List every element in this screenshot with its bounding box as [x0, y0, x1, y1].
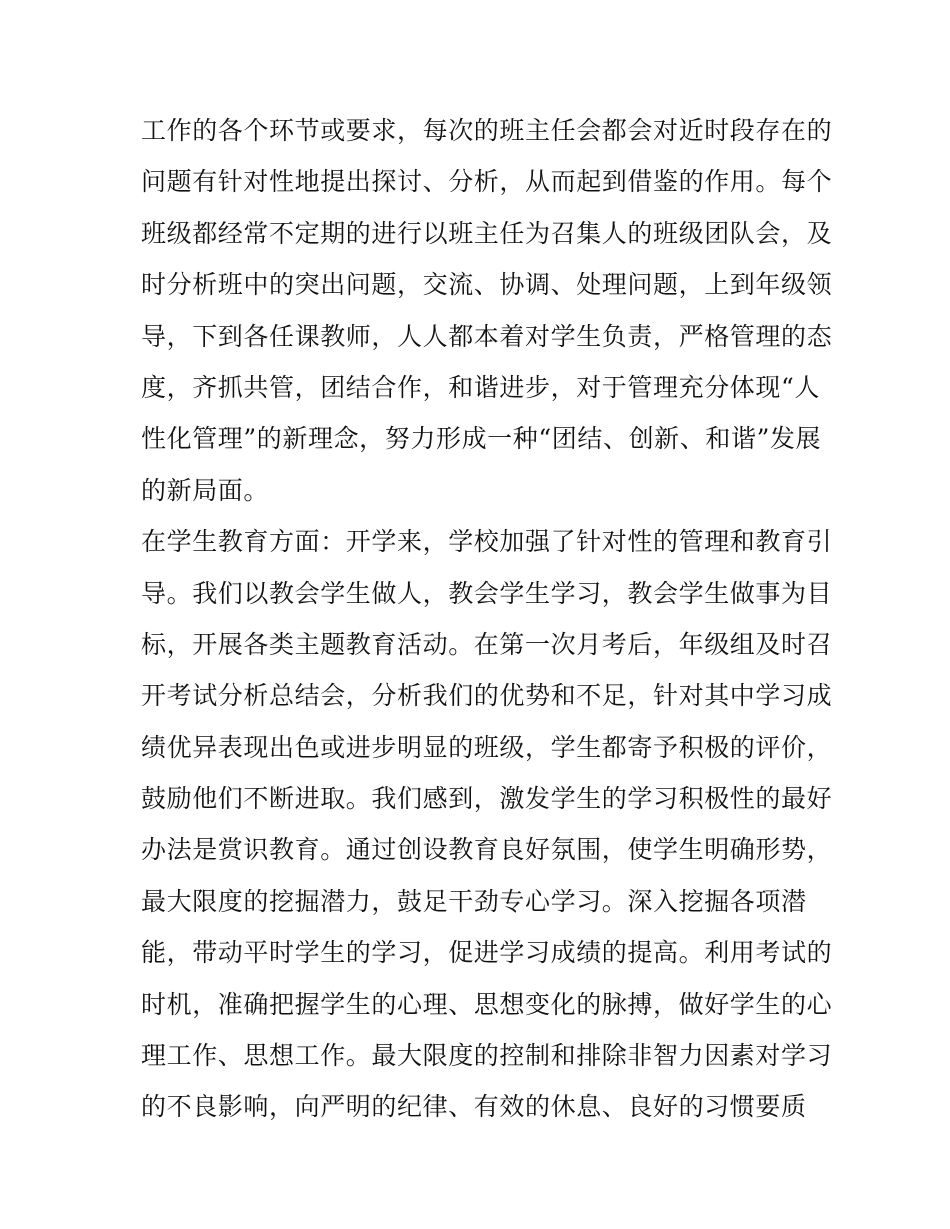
text-line: 度，齐抓共管，团结合作，和谐进步，对于管理充分体现“人	[141, 372, 820, 402]
body-text	[141, 105, 833, 1133]
text-line: 绩优异表现出色或进步明显的班级，学生都寄予积极的评价，	[141, 732, 833, 762]
text-line: 的新局面。	[141, 475, 270, 505]
text-line: 时分析班中的突出问题，交流、协调、处理问题，上到年级领	[141, 270, 833, 300]
text-line: 办法是赏识教育。通过创设教育良好氛围，使学生明确形势，	[141, 835, 833, 865]
text-line: 时机，准确把握学生的心理、思想变化的脉搏，做好学生的心	[141, 989, 833, 1019]
text-line: 问题有针对性地提出探讨、分析，从而起到借鉴的作用。每个	[141, 167, 833, 197]
text-line: 理工作、思想工作。最大限度的控制和排除非智力因素对学习	[141, 1041, 833, 1071]
text-line: 工作的各个环节或要求，每次的班主任会都会对近时段存在的	[141, 116, 833, 145]
text-line: 的不良影响，向严明的纪律、有效的休息、良好的习惯要质	[141, 1092, 807, 1122]
text-line: 性化管理”的新理念，努力形成一种“团结、创新、和谐”发展	[141, 424, 822, 454]
text-line: 标，开展各类主题教育活动。在第一次月考后，年级组及时召	[141, 629, 833, 659]
text-line: 班级都经常不定期的进行以班主任为召集人的班级团队会，及	[141, 218, 833, 248]
text-line: 导，下到各任课教师，人人都本着对学生负责，严格管理的态	[141, 321, 833, 351]
text-line: 在学生教育方面：开学来，学校加强了针对性的管理和教育引	[141, 527, 833, 557]
text-line: 最大限度的挖掘潜力，鼓足干劲专心学习。深入挖掘各项潜	[141, 886, 807, 916]
text-line: 能，带动平时学生的学习，促进学习成绩的提高。利用考试的	[141, 938, 833, 968]
text-line: 鼓励他们不断进取。我们感到，激发学生的学习积极性的最好	[141, 784, 833, 814]
text-line: 导。我们以教会学生做人，教会学生学习，教会学生做事为目	[141, 578, 833, 608]
text-line: 开考试分析总结会，分析我们的优势和不足，针对其中学习成	[141, 681, 833, 711]
